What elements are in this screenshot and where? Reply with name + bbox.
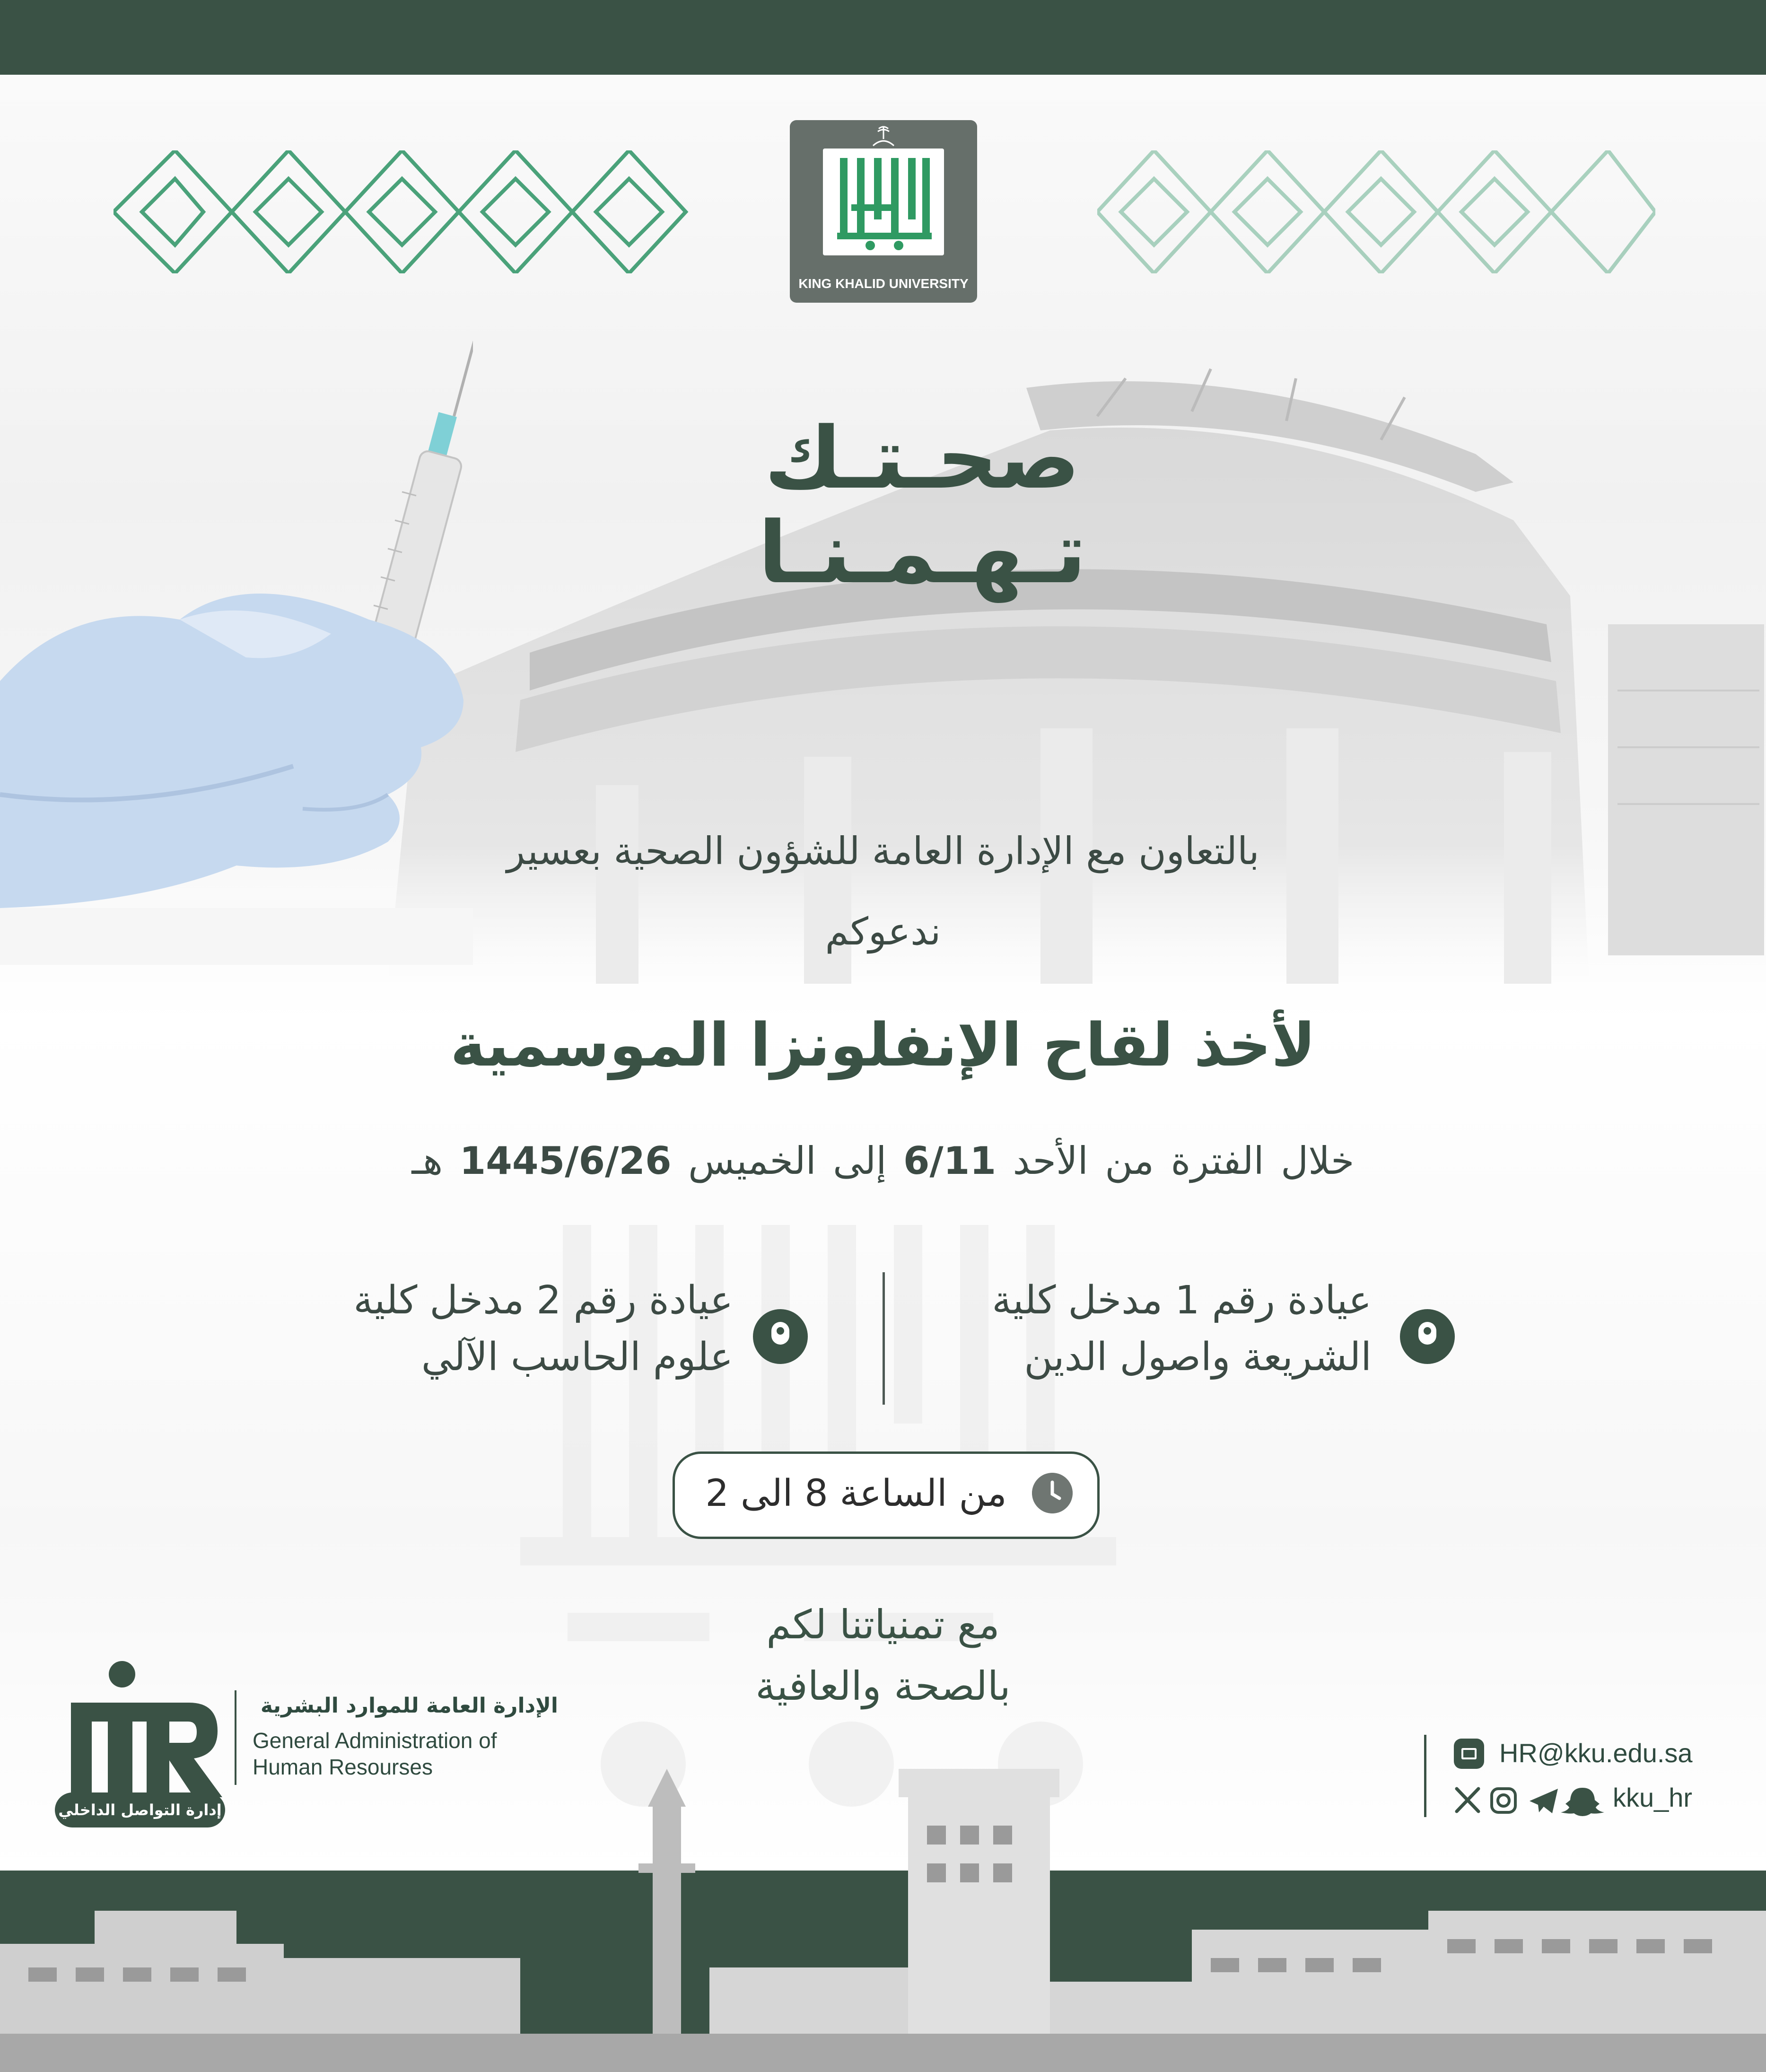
mail-icon <box>1454 1739 1484 1769</box>
cooperation-text: بالتعاون مع الإدارة العامة للشؤون الصحية بعسير <box>507 829 1259 873</box>
email-link[interactable]: HR@kku.edu.sa <box>1499 1738 1693 1768</box>
top-bar <box>0 0 1766 75</box>
location-pin-icon <box>1400 1309 1455 1364</box>
location-1 <box>922 1272 1372 1386</box>
hr-english-line-1: General Administration of <box>253 1728 497 1753</box>
locations-divider <box>883 1272 885 1405</box>
period-suffix: هـ <box>411 1139 443 1183</box>
kku-logo <box>790 120 977 303</box>
kku-calligraphy-icon <box>823 149 944 255</box>
location-pin-icon <box>753 1309 808 1364</box>
invite-text: ندعوكم <box>825 909 941 953</box>
social-handle[interactable]: kku_hr <box>1613 1783 1693 1812</box>
location-2-line-1: عيادة رقم 2 مدخل كلية <box>353 1278 733 1323</box>
diamond-pattern-left <box>114 150 695 273</box>
period-text <box>189 1133 1577 1189</box>
location-2 <box>236 1272 733 1386</box>
hr-arabic-name: الإدارة العامة للموارد البشرية <box>260 1694 558 1718</box>
headline-line-1: صحـتـك <box>764 409 1080 508</box>
wishes-line-1: مع تمنياتنا لكم <box>766 1601 1000 1648</box>
period-prefix: خلال الفترة من الأحد <box>1013 1139 1355 1183</box>
hours-text: من الساعة 8 الى 2 <box>705 1472 1007 1515</box>
logo-caption: KING KHALID UNIVERSITY <box>798 276 969 291</box>
campaign-title: لأخذ لقاح الإنفلونزا الموسمية <box>450 1010 1316 1080</box>
wishes-line-2: بالصحة والعافية <box>755 1663 1011 1709</box>
location-1-line-1: عيادة رقم 1 مدخل كلية <box>992 1278 1372 1323</box>
period-end-date: 1445/6/26 <box>459 1139 672 1183</box>
clock-icon <box>1032 1473 1073 1513</box>
headline-line-2: تـهـمـنـا <box>758 504 1087 603</box>
diamond-pattern-right <box>1097 150 1655 273</box>
location-1-line-2: الشريعة واصول الدين <box>1024 1335 1372 1380</box>
palm-swords-emblem-icon <box>869 125 898 148</box>
period-middle: إلى الخميس <box>688 1139 887 1183</box>
hr-english-line-2: Human Resourses <box>253 1755 433 1779</box>
period-start-date: 6/11 <box>903 1139 997 1183</box>
campus-buildings-illustration <box>0 1769 1766 2072</box>
location-2-line-2: علوم الحاسب الآلي <box>421 1335 733 1380</box>
internal-communication-badge: إدارة التواصل الداخلي <box>55 1792 225 1827</box>
